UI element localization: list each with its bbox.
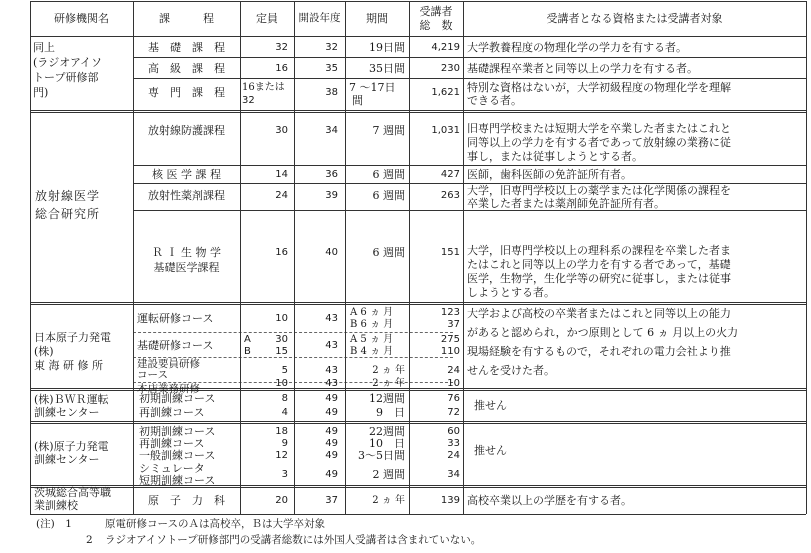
target-text: 医学，生物学，生化学等の研究に従事し，または従事 [467,272,731,285]
duration-value: 6 週間 [372,189,405,202]
total-value: 427 [440,169,460,180]
capacity-value: 30 [275,334,288,345]
rule-group [30,302,806,305]
course-name: 核 医 学 課 程 [152,168,221,181]
total-value: 1,031 [431,125,460,136]
duration-value: 間 [352,94,363,107]
duration-value: 35日間 [369,62,405,75]
header-duration: 期間 [366,12,388,25]
total-value: 151 [440,247,460,258]
target-text: 同等以上の学力を有する者であって放射線の業務に従 [467,136,731,149]
target-text: 大学，旧専門学校以上の理科系の課程を卒業した者ま [467,244,731,257]
total-value: 33 [447,438,460,449]
year-value: 38 [325,87,338,98]
capacity-value: 5 [281,365,288,376]
duration-value: B 6 ヵ 月 [350,319,394,330]
target-text: 特別な資格はないが，大学初級程度の物理化学を理解 [467,81,731,94]
duration-value: 2 ヵ 年 [372,365,405,376]
duration-value: 19日間 [369,41,405,54]
target-text: できる者。 [467,94,522,107]
capacity-value: 4 [281,407,288,418]
target-text: 大学教養程度の物理化学の学力を有する者。 [467,41,687,54]
target-text: 旧専門学校または短期大学を卒業した者またはこれと [467,122,731,135]
year-value: 49 [325,393,338,404]
course-name: 初期訓練コース [139,425,216,438]
total-value: 139 [440,495,460,506]
capacity-value: 10 [275,313,288,324]
org-name-line: (株)原子力発電 [34,440,109,453]
total-value: 76 [447,393,460,404]
target-text: があると認められ，かつ原則として 6 ヵ 月以上の火力 [467,326,739,339]
org-name-line: 同上 [33,41,55,54]
header-capacity: 定員 [256,12,278,25]
org-name-line: 門) [33,86,49,99]
course-name: 運転研修コース [137,312,214,325]
year-value: 43 [325,340,338,351]
org-name-line: 訓練センター [34,453,100,466]
course-name: 基礎研修コース [137,339,214,352]
total-value: 110 [440,346,460,357]
rule-col [806,1,807,514]
rule-group [30,110,806,113]
course-name: 一般訓練コース [139,449,216,462]
course-name: 初期訓練コース [139,392,216,405]
duration-value: 12週間 [369,392,405,405]
duration-value: 2 週間 [372,468,405,481]
org-name-line: 放射線医学 [35,189,101,203]
target-text: 大学，旧専門学校以上の薬学または化学関係の課程を [467,184,731,197]
capacity-value: 15 [275,346,288,357]
rule-row [133,165,806,166]
target-text: 現場経験を有するもので，それぞれの電力会社より推 [467,345,731,358]
capacity-value: 16または [242,82,285,93]
duration-value: 2 ヵ 年 [372,495,405,506]
org-name-line: (株)ＢＷＲ運転 [34,393,109,406]
capacity-value: 10 [275,378,288,389]
capacity-value: 8 [281,393,288,404]
footnote-text: 原電研修コースのＡは高校卒，Ｂは大学卒対象 [105,518,325,530]
header-org: 研修機関名 [54,12,109,25]
capacity-value: 9 [281,438,288,449]
capacity-value: 32 [242,95,255,106]
footnote-text: ラジオアイソトープ研修部門の受講者総数には外国人受講者は含まれていない。 [105,534,482,546]
course-name: 原 子 力 科 [148,494,225,507]
capacity-value: 24 [275,190,288,201]
year-value: 43 [325,365,338,376]
rule-row [133,210,806,211]
footnote-number: 2 [86,534,93,546]
capacity-value: 16 [275,247,288,258]
year-value: 39 [325,190,338,201]
target-text: たはこれと同等以上の学力を有する者であって，基礎 [467,258,731,271]
year-value: 49 [325,469,338,480]
capacity-value: 14 [275,169,288,180]
header-target: 受講者となる資格または受講者対象 [546,12,723,25]
header-start-year: 開設年度 [298,12,341,24]
org-name-line: 日本原子力発電 [34,331,111,344]
total-value: 275 [440,334,460,345]
total-value: 24 [447,365,460,376]
course-name: 基 礎 課 程 [148,41,225,54]
total-value: 4,219 [431,42,460,53]
rule-row [133,78,806,79]
duration-value: 6 週間 [372,168,405,181]
org-name-line: トープ研修部 [33,71,99,84]
header-total-top: 受講者 [419,5,453,18]
target-level-label: A [244,334,251,345]
course-name: 建設要員研修 [137,358,200,370]
total-value: 1,621 [431,87,460,98]
target-level-label: B [244,346,251,357]
footnote-number: (注) 1 [36,518,72,530]
year-value: 49 [325,407,338,418]
target-text: 大学および高校の卒業者またはこれと同等以上の能力 [467,307,731,320]
duration-value: A 6 ヵ 月 [350,307,394,318]
target-text: 基礎課程卒業者と同等以上の学力を有する者。 [467,62,698,75]
header-course: 課 程 [159,12,214,25]
course-name: 再訓練コース [139,406,205,419]
org-name-line: (ラジオアイソ [33,56,102,69]
total-value: 230 [440,63,460,74]
year-value: 49 [325,450,338,461]
target-text: 卒業した者または薬剤師免許証所有者。 [467,197,665,210]
capacity-value: 18 [275,426,288,437]
duration-value: 10 日 [369,437,405,450]
org-name-line: 東 海 研 修 所 [34,359,103,372]
capacity-value: 3 [281,469,288,480]
rule-row [133,332,453,333]
total-value: 60 [447,426,460,437]
course-name: 専 門 課 程 [148,86,225,99]
duration-value: 7 週間 [372,124,405,137]
year-value: 49 [325,438,338,449]
course-name: 再訓練コース [139,437,205,450]
total-value: 72 [447,407,460,418]
rule-col [463,1,464,514]
course-name: Ｒ Ｉ 生 物 学 [152,246,221,259]
org-name-line: (株) [34,345,54,358]
target-text: 事し，または従事しようとする者。 [467,150,643,163]
course-name: 本店業務研修 [137,383,200,395]
course-name: 放射線防護課程 [148,124,225,137]
year-value: 43 [325,378,338,389]
total-value: 34 [447,469,460,480]
rule-group [30,421,806,424]
duration-value: 22週間 [369,425,405,438]
duration-value: 2 ヵ 年 [372,378,405,389]
target-text: 推せん [474,399,507,412]
capacity-value: 16 [275,63,288,74]
course-name: コース [137,369,168,381]
org-name-line: 総合研究所 [35,207,101,221]
year-value: 43 [325,313,338,324]
course-name: 高 級 課 程 [148,62,225,75]
rule-col [30,1,31,514]
course-name: 基礎医学課程 [153,261,220,274]
total-value: 37 [447,319,460,330]
duration-value: 7 ～17日 [349,81,396,94]
year-value: 32 [325,42,338,53]
capacity-value: 20 [275,495,288,506]
year-value: 49 [325,426,338,437]
target-text: しようとする者。 [467,286,555,299]
total-value: 10 [447,378,460,389]
duration-value: 3～5日間 [358,449,405,462]
capacity-value: 32 [275,42,288,53]
duration-value: B 4 ヵ 月 [350,346,394,357]
year-value: 37 [325,495,338,506]
target-text: せんを受けた者。 [467,364,555,377]
year-value: 36 [325,169,338,180]
target-text: 医師，歯科医師の免許証所有者。 [467,168,632,181]
year-value: 40 [325,247,338,258]
total-value: 24 [447,450,460,461]
course-name: 短期訓練コース [139,474,216,487]
duration-value: A 5 ヵ 月 [350,334,394,345]
capacity-value: 12 [275,450,288,461]
total-value: 123 [440,307,460,318]
header-total-bottom: 総 数 [419,19,453,32]
year-value: 35 [325,63,338,74]
duration-value: 9 日 [376,406,405,419]
year-value: 34 [325,125,338,136]
org-name-line: 茨城総合高等職 [34,486,111,499]
duration-value: 6 週間 [372,246,405,259]
org-name-line: 業訓練校 [34,499,78,512]
course-name: シミュレータ [139,462,205,475]
target-text: 推せん [474,444,507,457]
rule-bottom [30,514,806,515]
target-text: 高校卒業以上の学歴を有する者。 [467,494,632,507]
course-name: 放射性薬剤課程 [148,189,225,202]
rule-row [133,57,806,58]
org-name-line: 訓練センター [34,406,100,419]
rule-top [30,1,806,2]
capacity-value: 30 [275,125,288,136]
rule-header-bottom [30,36,806,37]
total-value: 263 [440,190,460,201]
